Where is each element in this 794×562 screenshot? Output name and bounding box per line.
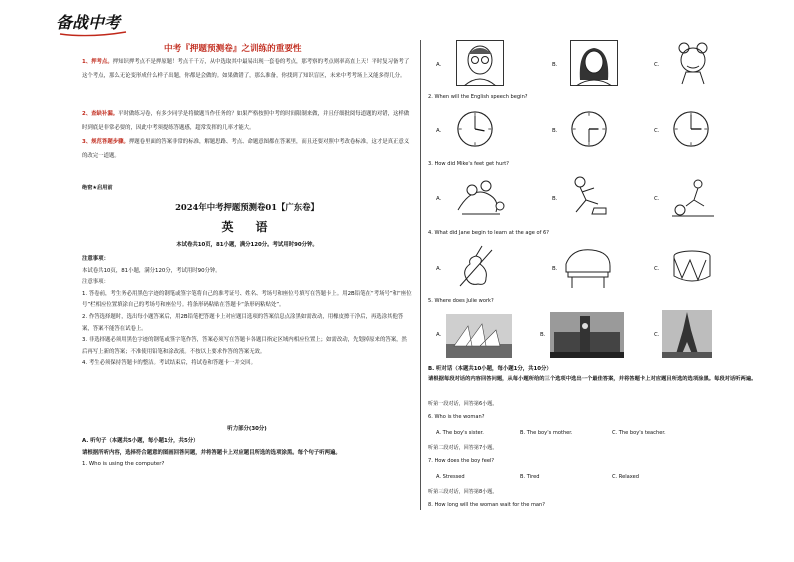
intro-3-label: 3、规范答题步骤。 <box>82 139 129 145</box>
big-ben-icon <box>550 312 624 358</box>
part-a-instruction: 请根据所听内容，选择符合题意的图画回答问题，并将答题卡上对应题目所选的选项涂黑。每个句子听两遍。 <box>82 449 341 456</box>
note-line: 1. 答卷前，考生务必用黑色字迹的钢笔或签字笔将自己的准考证号、姓名、考场号和座位号填写在答题卡上。用2B铅笔在“考场号”和“座位号”栏相应位置填涂自己的考场号和座位号。将条形码粘贴在答题卡“条形码粘贴处”。 <box>82 290 412 309</box>
logo-graphic <box>54 8 132 40</box>
note-line: 注意事项： <box>82 279 109 286</box>
q2-option-c-image <box>672 110 710 152</box>
logo <box>54 8 132 40</box>
question-7: 7. How does the boy feel? <box>428 458 495 464</box>
question-5: 5. Where does Julie work? <box>428 298 494 304</box>
q3-option-c-letter: C. <box>654 196 660 202</box>
listening-heading: 听力部分(30分) <box>227 426 267 432</box>
drum-icon <box>670 248 714 286</box>
q1-option-c-image <box>672 40 714 90</box>
q5-option-b-letter: B. <box>540 332 546 338</box>
running-shoe-icon <box>566 174 610 218</box>
intro-2-label: 2、查缺补漏。 <box>82 111 119 117</box>
intro-2 <box>82 108 412 135</box>
question-8: 8. How long will the woman wait for the man? <box>428 502 545 508</box>
eiffel-tower-icon <box>662 310 712 358</box>
q2-option-b-letter: B. <box>552 128 558 134</box>
banner-title: 中考『押题预测卷』之训练的重要性 <box>164 44 302 54</box>
q1-option-a-letter: A. <box>436 62 442 68</box>
dialog-3-intro: 听第三段对话，回答第8小题。 <box>428 489 498 495</box>
football-fall-icon <box>452 176 506 218</box>
note-line: 2. 作答选择题时，选出每小题答案后，用2B铅笔把答题卡上对应题目选项的答案信息点涂黑如需改动，用橡皮擦干净后，再选涂其他答案，答案不能答在试卷上。 <box>82 313 404 332</box>
q6-option-b: B. The boy's mother. <box>520 430 573 436</box>
q7-option-b: B. Tired <box>520 474 540 480</box>
exam-info: 本试卷共10页，81小题，满分120分。考试用时90分钟。 <box>176 242 318 248</box>
q4-option-a-letter: A. <box>436 266 442 272</box>
q3-option-a-image <box>452 176 506 222</box>
piano-icon <box>562 244 614 290</box>
clock-icon <box>456 110 494 148</box>
q4-option-c-image <box>670 248 714 290</box>
q6-option-a: A. The boy's sister. <box>436 430 484 436</box>
q3-option-b-letter: B. <box>552 196 558 202</box>
q6-option-c: C. The boy's teacher. <box>612 430 666 436</box>
question-2: 2. When will the English speech begin? <box>428 94 528 100</box>
clock-icon <box>570 110 608 148</box>
note-line: 本试卷共10页，81小题，满分120分，考试用时90分钟。 <box>82 267 221 274</box>
secret-mark: 绝密★启用前 <box>82 185 113 191</box>
q4-option-b-letter: B. <box>552 266 558 272</box>
violin-icon <box>456 244 496 290</box>
q5-option-a-image <box>446 314 512 362</box>
q3-option-c-image <box>668 176 718 222</box>
notes <box>82 254 412 370</box>
dialog-1-intro: 听第一段对话，回答第6小题。 <box>428 401 498 407</box>
q3-option-a-letter: A. <box>436 196 442 202</box>
girl-cartoon-icon <box>672 40 714 86</box>
q5-option-c-letter: C. <box>654 332 660 338</box>
sydney-opera-house-icon <box>446 314 512 358</box>
q1-option-b-image <box>570 40 618 90</box>
q2-option-a-image <box>456 110 494 152</box>
part-b-title: B. 听对话（本题共10小题，每小题1分，共10分） <box>428 366 552 372</box>
q1-option-a-image <box>456 40 504 90</box>
note-line: 3. 非选择题必须用黑色字迹的钢笔或签字笔作答，答案必须写在答题卡各题目指定区域内相应位置上；如需改动，先划掉原来的答案，然后再写上新的答案；不准使用铅笔和涂改液。不按以上要求作答的答案无效。 <box>82 337 407 355</box>
q3-option-b-image <box>566 174 610 222</box>
q7-option-c: C. Relaxed <box>612 474 640 480</box>
q1-option-c-letter: C. <box>654 62 660 68</box>
part-a <box>82 436 412 471</box>
column-divider <box>420 40 421 510</box>
question-6: 6. Who is the woman? <box>428 414 485 420</box>
question-1: 1. Who is using the computer? <box>82 461 165 468</box>
q2-option-c-letter: C. <box>654 128 660 134</box>
q5-option-c-image <box>662 310 712 362</box>
dialog-2-intro: 听第二段对话，回答第7小题。 <box>428 445 498 451</box>
intro-1-label: 1、押考点。 <box>82 59 113 65</box>
boy-glasses-icon <box>456 40 504 86</box>
intro-3-text: 押题卷里面的答案非常的标准，解题思路、考点、命题意图都在答案里，而且还要对照中考改卷标准，这才是真正意义的改完一道题。 <box>82 139 410 159</box>
intro-1-text: 押知识押考点不是押原题！考点千千万，从中选取其中最易出现一套卷的考点，那考察的考点则率高直上天！平时复习备考了这个考点，那么无论变形成什么样子出题，你都是会做的。如果做错了，那么准备，你找到了知识盲区，未来中考考场上又能多得几分。 <box>82 59 410 79</box>
q5-option-a-letter: A. <box>436 332 442 338</box>
subject-title: 英 语 <box>221 220 273 234</box>
question-4: 4. What did Jane begin to learn at the age of 6? <box>428 230 550 236</box>
logo-text: 备战中考 <box>56 13 121 32</box>
intro-3 <box>82 136 412 163</box>
clock-icon <box>672 110 710 148</box>
q2-option-b-image <box>570 110 608 152</box>
q2-option-a-letter: A. <box>436 128 442 134</box>
q1-option-b-letter: B. <box>552 62 558 68</box>
q5-option-b-image <box>550 312 624 362</box>
intro-1 <box>82 56 412 83</box>
notes-title: 注意事项： <box>82 256 109 262</box>
part-a-title: A. 听句子（本题共5小题，每小题1分，共5分） <box>82 438 199 444</box>
note-line: 4. 考生必须保持答题卡的整洁。考试结束后，将试卷和答题卡一并交回。 <box>82 360 256 367</box>
woman-icon <box>570 40 618 86</box>
q7-option-a: A. Stressed <box>436 474 465 480</box>
intro-2-text: 平时做练习卷，有多少同学是将做题当作任务的？如果严格按照中考的时间限制来做，并且仔细批阅每道题的对错，这样做时到底是非常必要的，因此中考须提练答题感，超常发挥的几率才能大。 <box>82 111 410 131</box>
doc-title: 2024年中考押题预测卷01【广东卷】 <box>175 202 319 212</box>
q4-option-c-letter: C. <box>654 266 660 272</box>
q4-option-b-image <box>562 244 614 294</box>
question-3: 3. How did Mike's feet get hurt? <box>428 161 510 167</box>
bike-fall-icon <box>668 176 718 218</box>
part-b-instruction: 请根据每段对话的内容回答问题，从每小题所给的三个选项中选出一个最佳答案，并将答题卡上对应题目所选的选项涂黑。每段对话听两遍。 <box>428 376 757 382</box>
q4-option-a-image <box>456 244 496 294</box>
